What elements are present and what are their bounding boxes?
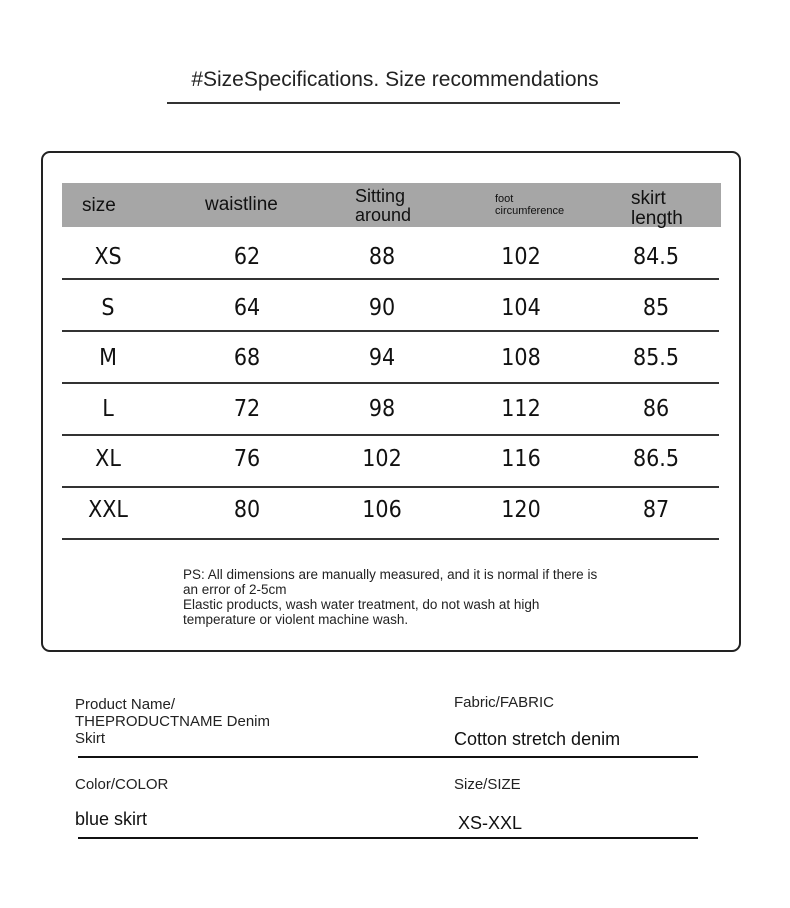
cell-skirt-length: 86 [642, 395, 670, 422]
cell-sitting-around: 90 [368, 294, 396, 321]
fabric-label: Fabric/FABRIC [454, 694, 555, 711]
cell-skirt-length: 84.5 [632, 244, 680, 270]
header-foot-2: circumference [495, 205, 565, 217]
cell-size: M [99, 345, 117, 371]
size-label: Size/SIZE [454, 776, 521, 793]
product-name-label: Product Name/ THEPRODUCTNAME Denim Skirt [75, 696, 271, 747]
row-divider [62, 278, 719, 280]
header-foot: foot [495, 193, 514, 205]
cell-size: L [102, 395, 114, 422]
page-title: #SizeSpecifications. Size recommendations [191, 68, 599, 91]
header-size: size [82, 195, 116, 216]
color-value: blue skirt [75, 809, 148, 829]
cell-skirt-length: 85 [642, 294, 670, 321]
row-divider [62, 382, 719, 384]
cell-waistline: 68 [233, 345, 261, 371]
cell-skirt-length: 86.5 [632, 446, 680, 472]
title-underline [167, 102, 620, 104]
cell-waistline: 72 [233, 395, 261, 422]
cell-skirt-length: 85.5 [632, 345, 680, 371]
cell-size: S [101, 294, 115, 321]
row-divider [62, 538, 719, 540]
cell-waistline: 76 [233, 446, 261, 472]
header-skirt: skirt [631, 188, 666, 209]
cell-sitting-around: 106 [362, 496, 402, 523]
cell-skirt-length: 87 [642, 496, 670, 523]
measurement-note [183, 567, 663, 627]
cell-foot-circumference: 120 [501, 496, 541, 523]
cell-foot-circumference: 108 [501, 345, 541, 371]
note-line: temperature or violent machine wash. [183, 612, 409, 627]
cell-waistline: 64 [233, 294, 261, 321]
note-line: an error of 2-5cm [183, 582, 287, 597]
table-header [62, 183, 721, 227]
cell-waistline: 80 [233, 496, 261, 523]
cell-sitting-around: 102 [362, 446, 402, 472]
size-value: XS-XXL [458, 813, 523, 833]
note-line: Elastic products, wash water treatment, do not wash at high [183, 597, 540, 612]
cell-foot-circumference: 102 [501, 244, 541, 270]
cell-sitting-around: 98 [368, 395, 396, 422]
row-divider [62, 486, 719, 488]
row-divider [62, 330, 719, 332]
cell-size: XXL [88, 496, 128, 523]
header-skirt-2: length [631, 208, 683, 229]
cell-waistline: 62 [233, 244, 261, 270]
cell-size: XL [95, 446, 121, 472]
cell-foot-circumference: 112 [501, 395, 541, 422]
divider [78, 756, 698, 758]
cell-sitting-around: 94 [368, 345, 396, 371]
fabric-value: Cotton stretch denim [454, 729, 621, 749]
cell-sitting-around: 88 [368, 244, 396, 270]
header-sitting: Sitting [355, 186, 406, 206]
color-label: Color/COLOR [75, 776, 169, 793]
row-divider [62, 434, 719, 436]
header-waistline: waistline [205, 194, 278, 215]
divider [78, 837, 698, 839]
header-sitting-2: around [355, 205, 412, 225]
cell-foot-circumference: 104 [501, 294, 541, 321]
cell-foot-circumference: 116 [501, 446, 541, 472]
cell-size: XS [94, 244, 122, 270]
note-line: PS: All dimensions are manually measured, and it is normal if there is [183, 567, 598, 582]
